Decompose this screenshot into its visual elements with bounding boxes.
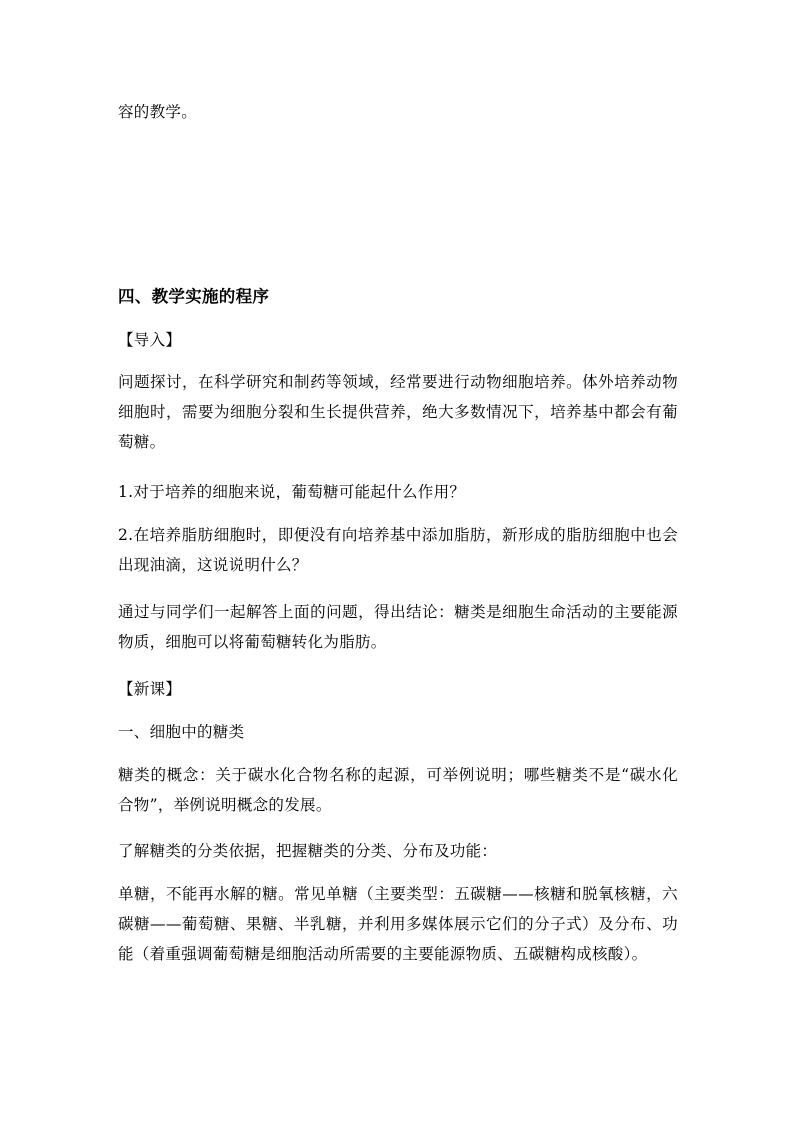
new-lesson-label: 【新课】 <box>118 680 182 698</box>
subsection-heading: 一、细胞中的糖类 <box>118 723 245 741</box>
classification-intro: 了解糖类的分类依据，把握糖类的分类、分布及功能： <box>118 842 498 860</box>
concept-paragraph: 糖类的概念：关于碳水化合物名称的起源，可举例说明；哪些糖类不是“碳水化合物”，举例说明概念的发展。 <box>118 766 678 814</box>
monosaccharide-paragraph: 单糖，不能再水解的糖。常见单糖（主要类型：五碳糖——核糖和脱氧核糖，六碳糖——葡萄糖、果糖、半乳糖，并利用多媒体展示它们的分子式）及分布、功能（着重强调葡萄糖是细胞活动所需要的主要能源物质、五碳糖构成核酸）。 <box>118 885 678 963</box>
conclusion-paragraph: 通过与同学们一起解答上面的问题，得出结论：糖类是细胞生命活动的主要能源物质，细胞可以将葡萄糖转化为脂肪。 <box>118 603 678 651</box>
question-2: 2.在培养脂肪细胞时，即便没有向培养基中添加脂肪，新形成的脂肪细胞中也会出现油滴，这说说明什么？ <box>118 526 678 574</box>
question-1: 1.对于培养的细胞来说，葡萄糖可能起什么作用？ <box>118 483 466 501</box>
continued-text: 容的教学。 <box>118 103 198 121</box>
section-heading: 四、教学实施的程序 <box>118 287 270 306</box>
intro-paragraph: 问题探讨，在科学研究和制药等领域，经常要进行动物细胞培养。体外培养动物细胞时，需要为细胞分裂和生长提供营养，绝大多数情况下，培养基中都会有葡萄糖。 <box>118 373 678 451</box>
intro-label: 【导入】 <box>118 331 182 349</box>
